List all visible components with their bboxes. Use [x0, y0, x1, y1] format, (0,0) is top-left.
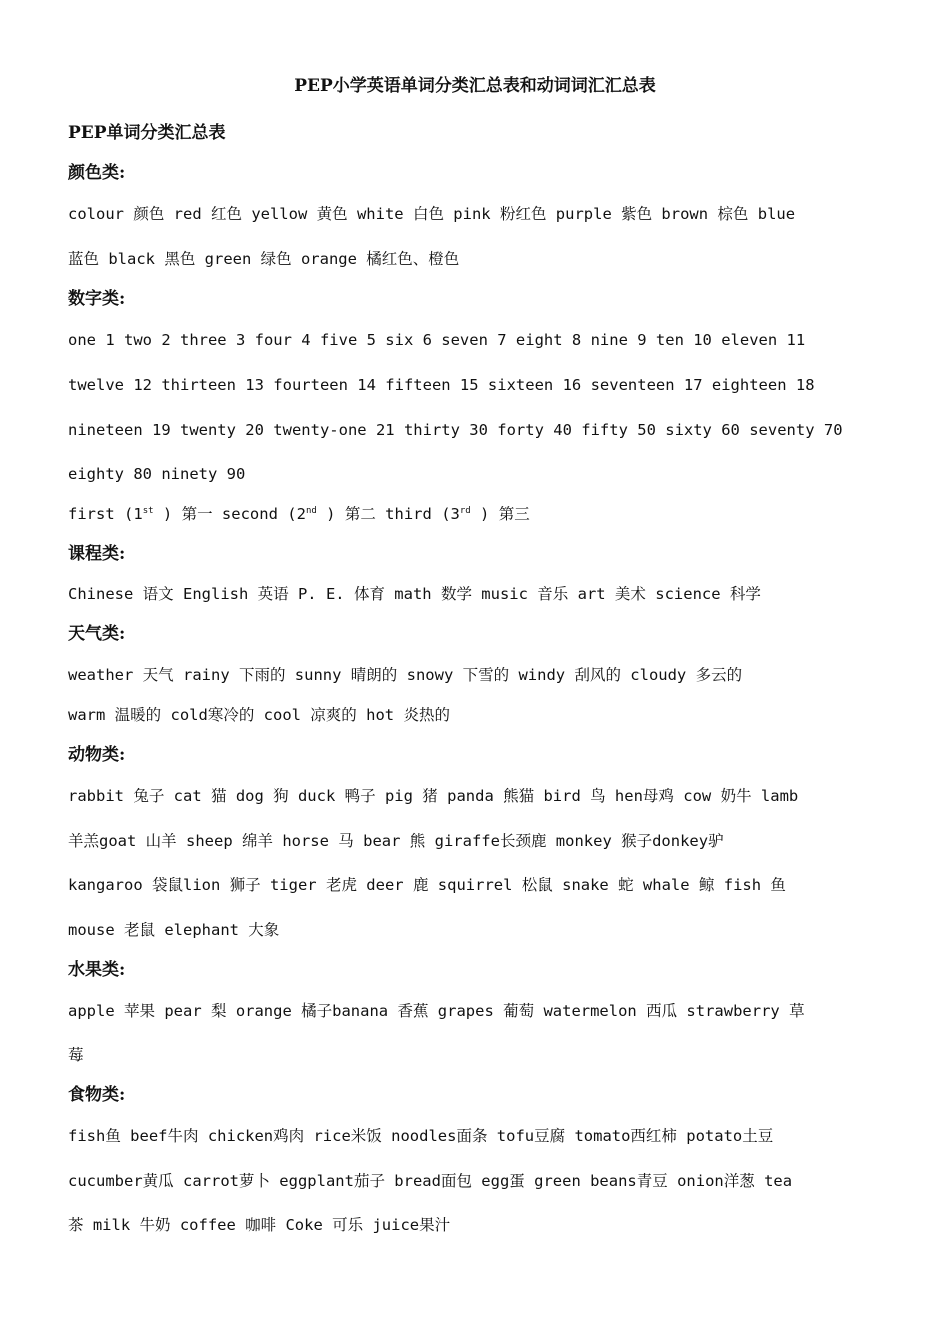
ordinal-third-suffix: rd: [459, 506, 471, 516]
subjects-line-1: Chinese 语文 English 英语 P. E. 体育 math 数学 music 音乐 art 美术 science 科学: [68, 585, 761, 603]
ordinal-first-close: ): [162, 505, 173, 523]
heading-animals: 动物类:: [68, 745, 126, 765]
ordinals-line: [68, 502, 883, 526]
document-title: PEP小学英语单词分类汇总表和动词词汇汇总表: [294, 76, 656, 96]
numbers-line-2: twelve 12 thirteen 13 fourteen 14 fifteen 15 sixteen 16 seventeen 17 eighteen 18: [68, 376, 815, 394]
heading-fruits: 水果类:: [68, 960, 126, 980]
ordinal-third-number: (3: [441, 505, 460, 523]
ordinal-first-chinese: 第一: [181, 505, 213, 523]
animals-line-1: rabbit 兔子 cat 猫 dog 狗 duck 鸭子 pig 猪 panda 熊猫 bird 鸟 hen母鸡 cow 奶牛 lamb: [68, 787, 799, 805]
ordinal-first-suffix: st: [142, 506, 154, 516]
numbers-line-4: eighty 80 ninety 90: [68, 465, 246, 483]
ordinal-second-close: ): [326, 505, 336, 523]
animals-line-4: mouse 老鼠 elephant 大象: [68, 921, 280, 939]
heading-colors: 颜色类:: [68, 163, 126, 183]
heading-food: 食物类:: [68, 1085, 126, 1105]
colors-line-1: colour 颜色 red 红色 yellow 黄色 white 白色 pink 粉红色 purple 紫色 brown 棕色 blue: [68, 205, 796, 223]
ordinal-second-suffix: nd: [305, 506, 317, 516]
numbers-line-1: one 1 two 2 three 3 four 4 five 5 six 6 seven 7 eight 8 nine 9 ten 10 eleven 11: [68, 331, 806, 349]
weather-line-1: weather 天气 rainy 下雨的 sunny 晴朗的 snowy 下雪的 windy 刮风的 cloudy 多云的: [68, 666, 743, 684]
section-title: PEP单词分类汇总表: [68, 123, 226, 143]
weather-line-2: warm 温暖的 cold寒冷的 cool 凉爽的 hot 炎热的: [68, 706, 450, 724]
ordinal-third-close: ): [480, 505, 490, 523]
ordinal-third-chinese: 第三: [498, 505, 530, 523]
colors-line-2: 蓝色 black 黑色 green 绿色 orange 橘红色、橙色: [68, 250, 460, 268]
food-line-1: fish鱼 beef牛肉 chicken鸡肉 rice米饭 noodles面条 tofu豆腐 tomato西红柿 potato土豆: [68, 1127, 774, 1145]
animals-line-3: kangaroo 袋鼠lion 狮子 tiger 老虎 deer 鹿 squirrel 松鼠 snake 蛇 whale 鲸 fish 鱼: [68, 876, 786, 894]
heading-weather: 天气类:: [68, 624, 126, 644]
ordinal-second-chinese: 第二: [344, 505, 376, 523]
heading-subjects: 课程类:: [68, 544, 126, 564]
ordinal-first-word: first: [68, 505, 115, 523]
ordinal-third-word: third: [385, 505, 432, 523]
heading-numbers: 数字类:: [68, 289, 126, 309]
fruits-line-1: apple 苹果 pear 梨 orange 橘子banana 香蕉 grapes 葡萄 watermelon 西瓜 strawberry 草: [68, 1002, 805, 1020]
food-line-2: cucumber黄瓜 carrot萝卜 eggplant茄子 bread面包 egg蛋 green beans青豆 onion洋葱 tea: [68, 1172, 793, 1190]
animals-line-2: 羊羔goat 山羊 sheep 绵羊 horse 马 bear 熊 giraffe长颈鹿 monkey 猴子donkey驴: [68, 832, 724, 850]
numbers-line-3: nineteen 19 twenty 20 twenty-one 21 thirty 30 forty 40 fifty 50 sixty 60 seventy 70: [68, 421, 843, 439]
fruits-line-2: 莓: [68, 1046, 84, 1064]
ordinal-second-number: (2: [287, 505, 306, 523]
ordinal-second-word: second: [221, 505, 278, 523]
food-line-3: 茶 milk 牛奶 coffee 咖啡 Coke 可乐 juice果汁: [68, 1216, 451, 1234]
ordinal-first-number: (1: [124, 505, 143, 523]
